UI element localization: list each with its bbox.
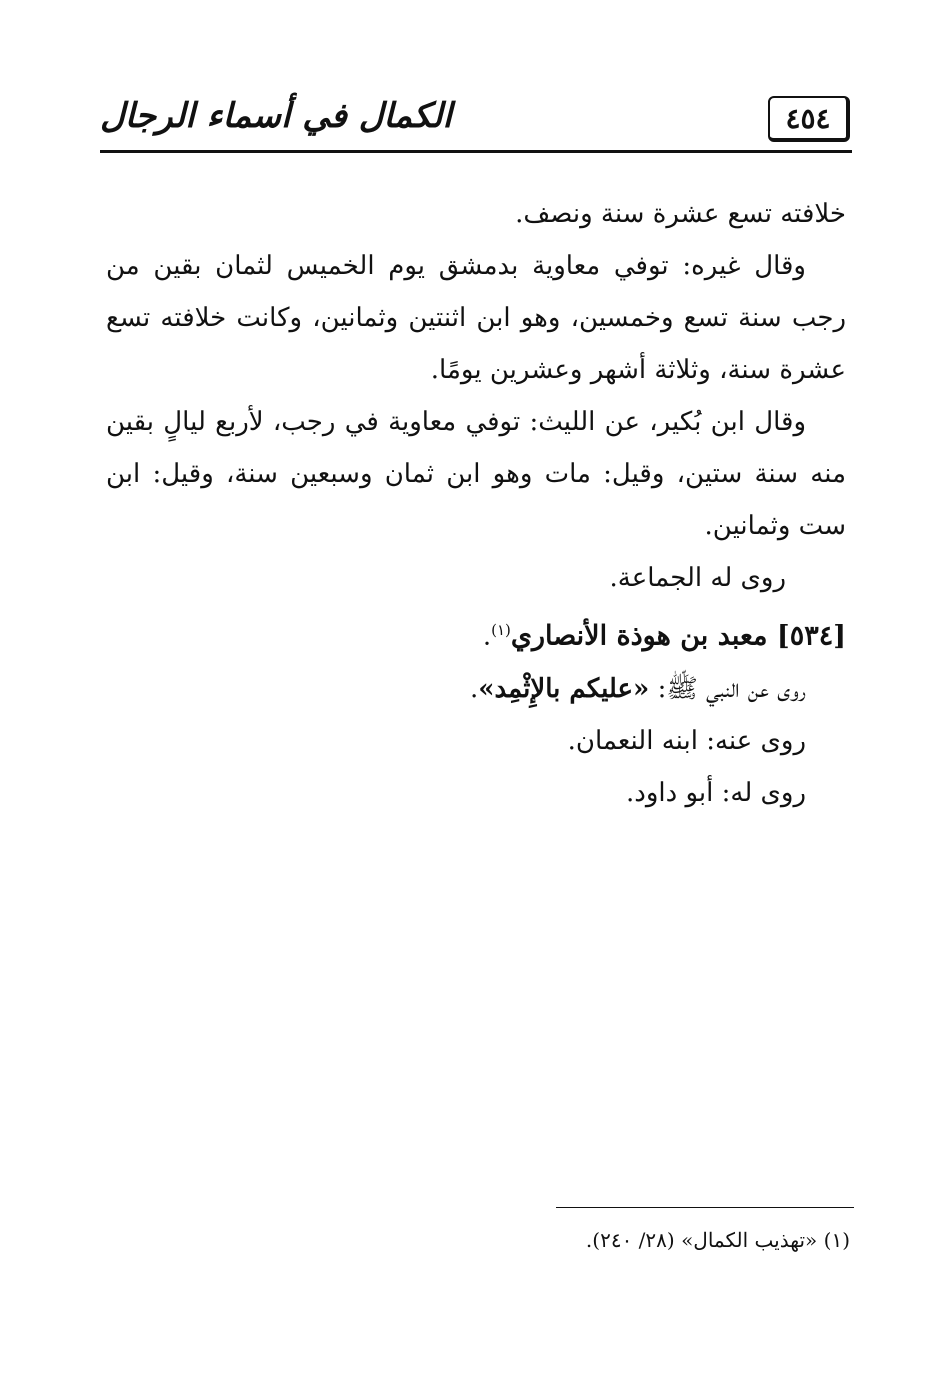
narration-prefix: روى عن النبي ﷺ: [649, 673, 806, 704]
paragraph: وقال ابن بُكير، عن الليث: توفي معاوية في رجب، لأربع ليالٍ بقين منه سنة ستين، وقيل: مات وهو ابن ثمان وسبعين سنة، وقيل: ابن ست وثمانين. [106, 407, 846, 541]
paragraph: وقال غيره: توفي معاوية بدمشق يوم الخميس لثمان بقين من رجب سنة تسع وخمسين، وهو ابن اثنتين وثمانين، وكانت خلافته تسع عشرة سنة، وثلاثة أشهر وعشرين يومًا. [106, 251, 846, 385]
heading-end: . [482, 621, 492, 652]
footnote-divider [556, 1207, 854, 1208]
main-text [106, 188, 846, 819]
page-number: ٤٥٤ [768, 96, 850, 142]
footnote: (١) «تهذيب الكمال» (٢٨/ ٢٤٠). [585, 1228, 850, 1252]
page-header [100, 92, 852, 158]
header-divider [100, 150, 852, 153]
narrated-by-line: روى عنه: ابنه النعمان. [567, 725, 806, 756]
reported-by-line: روى له: أبو داود. [626, 777, 806, 808]
entry-heading [106, 604, 846, 663]
paragraph: خلافته تسع عشرة سنة ونصف. [515, 199, 846, 229]
hadith-text: «عليكم بالإِثْمِد» [478, 673, 650, 704]
entry-title: [٥٣٤] معبد بن هوذة الأنصاري [510, 620, 846, 652]
paragraph: روى له الجماعة. [609, 563, 786, 593]
book-title: الكمال في أسماء الرجال [100, 96, 452, 136]
narration-line [106, 663, 846, 715]
hadith-end: . [469, 673, 479, 704]
footnote-ref: (١) [491, 621, 511, 639]
